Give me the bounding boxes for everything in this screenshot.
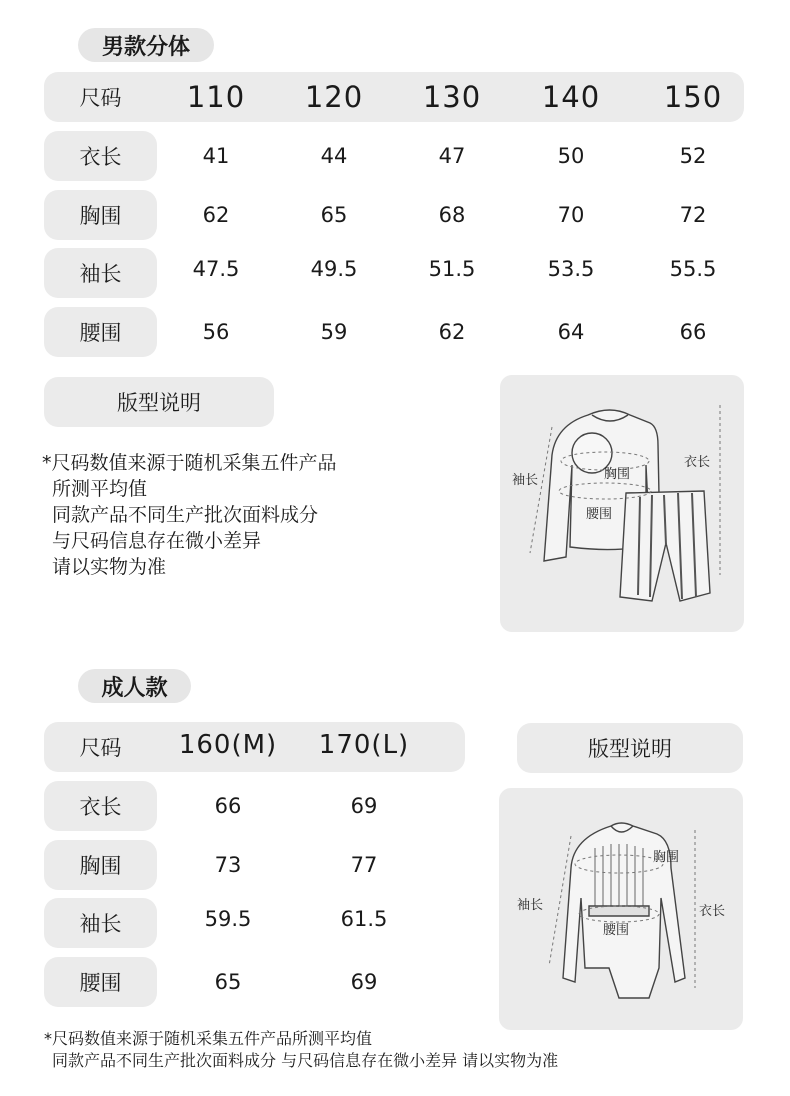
adult-fig-label-waist: 腰围 (603, 923, 630, 938)
adult-cell: 66 (214, 794, 242, 818)
kids-cell: 66 (679, 320, 707, 344)
kids-cell: 62 (202, 203, 230, 227)
adult-cell: 61.5 (340, 907, 388, 931)
adult-fit-title: 版型说明 (517, 723, 743, 773)
kids-cell: 64 (557, 320, 585, 344)
kids-fig-label-length: 衣长 (684, 455, 711, 470)
section-tag-adult (78, 669, 191, 703)
kids-cell: 44 (320, 144, 348, 168)
adult-size-170: 170(L) (318, 730, 410, 760)
kids-note-4: 与尺码信息存在微小差异 (52, 530, 262, 552)
kids-cell: 49.5 (310, 257, 358, 281)
kids-size-150: 150 (663, 80, 723, 114)
adult-cell: 69 (350, 794, 378, 818)
adult-row-label-waist: 腰围 (44, 957, 157, 1007)
kids-note-2: 所测平均值 (52, 478, 148, 500)
kids-fig-label-chest: 胸围 (604, 467, 631, 482)
kids-cell: 62 (438, 320, 466, 344)
adult-row-label-length: 衣长 (44, 781, 157, 831)
kids-cell: 47.5 (192, 257, 240, 281)
section-tag-kids (78, 28, 214, 62)
kids-size-130: 130 (422, 80, 482, 114)
kids-note-5: 请以实物为准 (52, 556, 167, 578)
section-tag-adult-label: 成人款 (101, 675, 168, 701)
kids-swimsuit-illustration (500, 375, 744, 632)
adult-cell: 77 (350, 853, 378, 877)
section-tag-kids-label: 男款分体 (101, 34, 190, 60)
kids-row-label-length: 衣长 (44, 131, 157, 181)
kids-cell: 70 (557, 203, 585, 227)
kids-size-110: 110 (186, 80, 246, 114)
adult-note-2: 同款产品不同生产批次面料成分 与尺码信息存在微小差异 请以实物为准 (52, 1051, 559, 1070)
adult-cell: 69 (350, 970, 378, 994)
kids-cell: 65 (320, 203, 348, 227)
adult-header-label: 尺码 (79, 736, 122, 760)
kids-note-3: 同款产品不同生产批次面料成分 (52, 504, 319, 526)
kids-fig-label-waist: 腰围 (586, 507, 613, 522)
adult-cell: 59.5 (204, 907, 252, 931)
adult-cell: 65 (214, 970, 242, 994)
kids-header-label: 尺码 (79, 86, 122, 110)
kids-cell: 55.5 (669, 257, 717, 281)
adult-row-label-chest: 胸围 (44, 840, 157, 890)
kids-garment-figure (500, 375, 744, 632)
kids-cell: 52 (679, 144, 707, 168)
kids-size-140: 140 (541, 80, 601, 114)
kids-row-label-waist: 腰围 (44, 307, 157, 357)
kids-row-label-chest: 胸围 (44, 190, 157, 240)
kids-cell: 72 (679, 203, 707, 227)
kids-size-120: 120 (304, 80, 364, 114)
kids-cell: 53.5 (547, 257, 595, 281)
kids-cell: 68 (438, 203, 466, 227)
adult-fig-label-length: 衣长 (699, 904, 726, 919)
adult-fig-label-chest: 胸围 (653, 850, 680, 865)
kids-cell: 47 (438, 144, 466, 168)
kids-fig-label-sleeve: 袖长 (512, 473, 539, 488)
adult-size-160: 160(M) (178, 730, 278, 760)
kids-row-label-sleeve: 袖长 (44, 248, 157, 298)
kids-cell: 59 (320, 320, 348, 344)
kids-cell: 50 (557, 144, 585, 168)
kids-cell: 41 (202, 144, 230, 168)
adult-row-label-sleeve: 袖长 (44, 898, 157, 948)
adult-note-1: *尺码数值来源于随机采集五件产品所测平均值 (44, 1029, 373, 1048)
adult-garment-figure (499, 788, 743, 1030)
kids-cell: 51.5 (428, 257, 476, 281)
adult-fig-label-sleeve: 袖长 (517, 898, 544, 913)
kids-note-1: *尺码数值来源于随机采集五件产品 (42, 452, 337, 474)
kids-fit-title: 版型说明 (44, 377, 274, 427)
kids-cell: 56 (202, 320, 230, 344)
adult-cell: 73 (214, 853, 242, 877)
